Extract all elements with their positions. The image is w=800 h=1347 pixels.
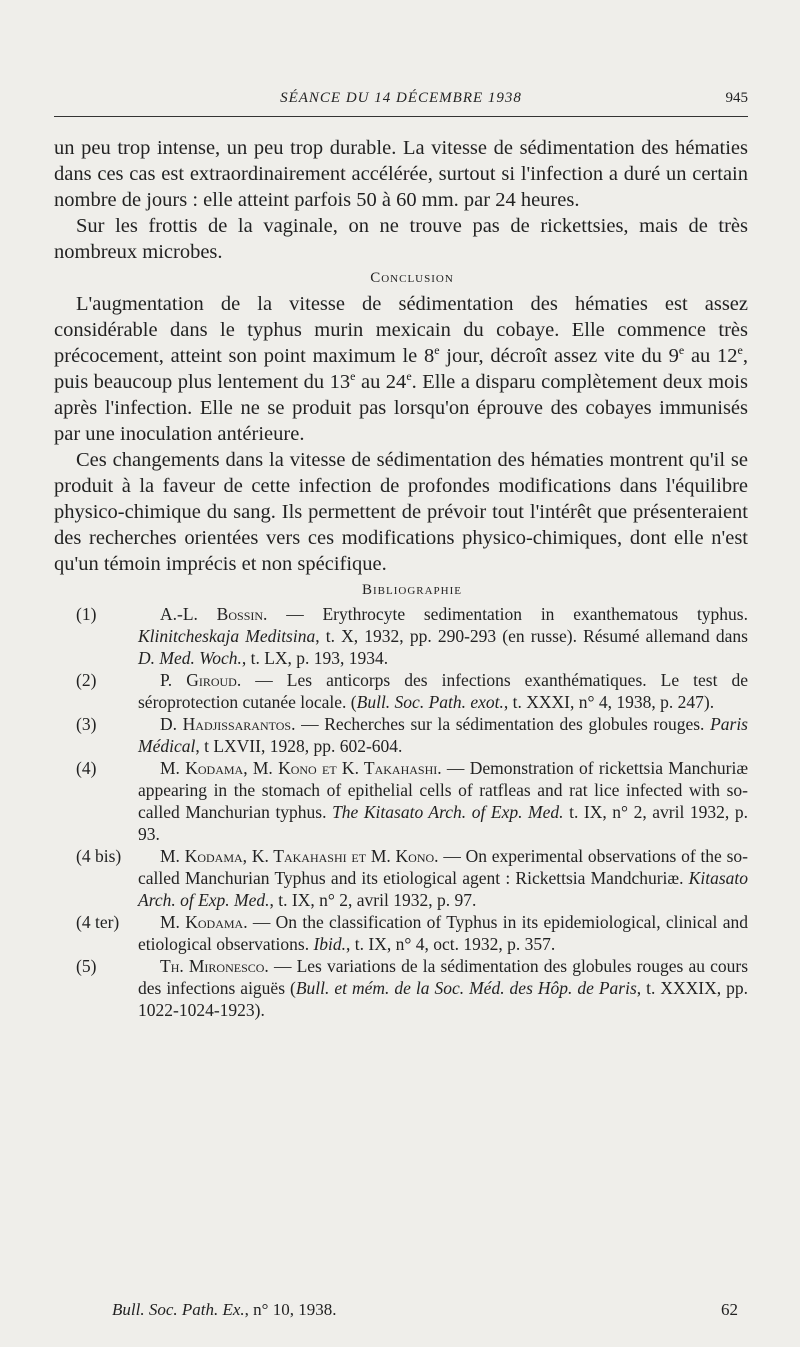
- running-header: [54, 88, 748, 117]
- bib-journal: Paris Médical: [138, 714, 748, 756]
- p3-part-b: jour, décroît assez vite du 9: [439, 345, 679, 367]
- footer-issue: , n° 10, 1938.: [244, 1300, 337, 1319]
- p3-part-a: L'augmentation de la vitesse de sédimentation des hématies est assez considérable dans le typhus murin mexicain du cobaye. Elle commence très précocement, atteint son point maximum le 8: [54, 293, 748, 367]
- sup-1: e: [434, 343, 440, 358]
- sup-2: e: [678, 343, 685, 358]
- bib-author: M. Kodama, K. Takahashi et M. Kono.: [160, 846, 439, 866]
- sup-4: e: [350, 369, 356, 384]
- bib-number: (4): [76, 758, 97, 778]
- bib-entry-3: [54, 713, 748, 757]
- bib-text: — Les anticorps des infections exanthématiques. Le test de séroprotection cutanée locale. (: [138, 670, 748, 712]
- bib-journal: Bull. et mém. de la Soc. Méd. des Hôp. de Paris: [295, 978, 637, 998]
- bib-journal: Bull. Soc. Path. exot.: [356, 692, 504, 712]
- bib-entry-4: [54, 757, 748, 845]
- bib-author: M. Kodama.: [160, 912, 248, 932]
- bib-journal: The Kitasato Arch. of Exp. Med.: [332, 802, 564, 822]
- bib-author: P. Giroud.: [160, 670, 242, 690]
- p3-part-c: au 12: [684, 345, 738, 367]
- bib-number: (2): [76, 670, 97, 690]
- sup-3: e: [737, 343, 743, 358]
- bib-author: M. Kodama, M. Kono et K. Takahashi.: [160, 758, 442, 778]
- bib-journal: Ibid.: [313, 934, 347, 954]
- bib-text: — Recherches sur la sédimentation des globules rouges.: [295, 714, 711, 734]
- bib-number: (5): [76, 956, 97, 976]
- bib-number: (4 bis): [76, 846, 122, 866]
- paragraph-1: un peu trop intense, un peu trop durable. La vitesse de sédimentation des hématies dans ces cas est extraordinairement accélérée, surtout si l'infection a duré un certain nombre de jours : elle atteint parfois 50 à 60 mm. par 24 heures.: [54, 137, 748, 211]
- header-title: SÉANCE DU 14 DÉCEMBRE 1938: [280, 90, 522, 106]
- bib-journal: Kitasato Arch. of Exp. Med.: [138, 868, 748, 910]
- bib-entry-1: [54, 603, 748, 669]
- paragraph-4: Ces changements dans la vitesse de sédimentation des hématies montrent qu'il se produit à la faveur de cette infection de profondes modifications dans l'équilibre physico-chimique du sang. Ils permettent de prévoir tout l'intérêt que présenteraient des recherches orientées vers ces modifications physico-chimiques, dont elle n'est qu'un témoin imprécis et non spécifique.: [54, 449, 748, 575]
- footer-signature: 62: [721, 1300, 738, 1319]
- bib-author: A.-L. Bossin.: [160, 604, 268, 624]
- bib-rest-2: , t. LX, p. 193, 1934.: [241, 648, 389, 668]
- bib-rest: , t. IX, n° 2, avril 1932, p. 97.: [269, 890, 477, 910]
- page-number: 945: [725, 90, 748, 106]
- p3-part-f: . Elle a disparu complètement deux mois après l'infection. Elle ne se produit pas lorsqu'on éprouve des cobayes immunisés par une inoculation antérieure.: [54, 371, 748, 445]
- conclusion-heading: Conclusion: [370, 270, 454, 286]
- bib-rest: , t LXVII, 1928, pp. 602-604.: [195, 736, 403, 756]
- bib-rest: t. IX, n° 2, avril 1932, p. 93.: [138, 802, 748, 844]
- bibliography-heading: Bibliographie: [362, 582, 462, 598]
- bib-number: (4 ter): [76, 912, 120, 932]
- p3-part-e: au 24: [355, 371, 407, 393]
- bib-rest: , t. XXXIX, pp. 1022-1024-1923).: [138, 978, 748, 1020]
- bib-text: — Les variations de la sédimentation des globules rouges au cours des infections aiguës (: [138, 956, 749, 998]
- bib-entry-5: [54, 955, 748, 1021]
- bib-rest: , t. XXXI, n° 4, 1938, p. 247).: [503, 692, 715, 712]
- bib-text: — On experimental observations of the so-called Manchurian Typhus and its etiological agent : Rickettsia Mandchuriæ.: [138, 846, 748, 888]
- bib-entry-2: [54, 669, 748, 713]
- bib-author: D. Hadjissarantos.: [160, 714, 296, 734]
- p3-part-d: , puis beaucoup plus lentement du 13: [54, 345, 748, 393]
- body-text: [54, 135, 748, 1021]
- paragraph-3: [54, 291, 748, 447]
- paragraph-2: Sur les frottis de la vaginale, on ne trouve pas de rickettsies, mais de très nombreux microbes.: [54, 215, 748, 263]
- bib-entry-4-ter: [54, 911, 748, 955]
- bib-text: — Erythrocyte sedimentation in exanthematous typhus.: [267, 604, 748, 624]
- page-footer: [112, 1300, 738, 1320]
- bib-number: (3): [76, 714, 97, 734]
- bibliography-list: [54, 603, 748, 1021]
- bib-number: (1): [76, 604, 97, 624]
- bib-text: — On the classification of Typhus in its epidemiological, clinical and etiological observations.: [138, 912, 748, 954]
- bib-author: Th. Mironesco.: [160, 956, 269, 976]
- bib-rest: , t. IX, n° 4, oct. 1932, p. 357.: [346, 934, 556, 954]
- bib-entry-4-bis: [54, 845, 748, 911]
- bib-rest: , t. X, 1932, pp. 290-293 (en russe). Résumé allemand dans: [315, 626, 748, 646]
- bib-journal-2: D. Med. Woch.: [138, 648, 242, 668]
- bib-journal: Klinitcheskaja Meditsina: [138, 626, 316, 646]
- sup-5: e: [406, 369, 412, 384]
- bib-text: — Demonstration of rickettsia Manchuriæ appearing in the stomach of epithelial cells of ratfleas and rat lice infected with so-called Manchurian typhus.: [138, 758, 748, 822]
- footer-journal: Bull. Soc. Path. Ex.: [112, 1300, 245, 1319]
